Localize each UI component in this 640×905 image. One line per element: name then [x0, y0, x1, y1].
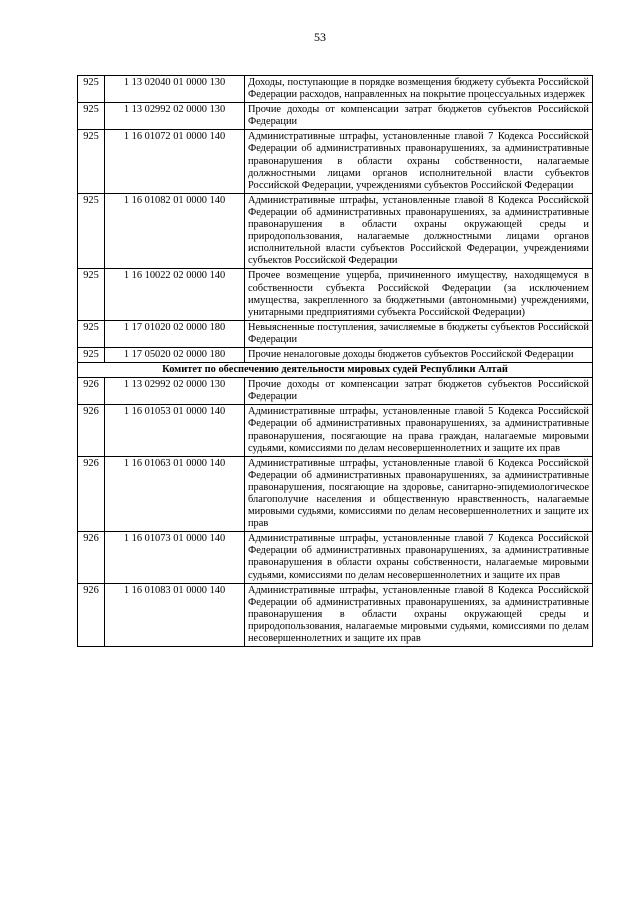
admin-code-cell: 925 — [78, 269, 105, 320]
admin-code-cell: 926 — [78, 583, 105, 646]
admin-code-cell: 925 — [78, 76, 105, 103]
table-row — [78, 269, 593, 320]
table-row — [78, 532, 593, 583]
description-cell: Невыясненные поступления, зачисляемые в бюджеты субъектов Российской Федерации — [245, 320, 593, 347]
description-cell: Административные штрафы, установленные главой 7 Кодекса Российской Федерации об административных правонарушениях, за административные правонарушения в области охраны собственности, налагаемые мировыми судьями, комиссиями по делам несовершеннолетних и защите их прав — [245, 532, 593, 583]
table-row — [78, 405, 593, 456]
revenue-code-cell: 1 16 01053 01 0000 140 — [105, 405, 245, 456]
revenue-code-cell: 1 16 01082 01 0000 140 — [105, 193, 245, 269]
page-number: 53 — [314, 30, 326, 44]
revenue-code-cell: 1 13 02992 02 0000 130 — [105, 103, 245, 130]
description-cell: Административные штрафы, установленные главой 7 Кодекса Российской Федерации об административных правонарушениях, за административные правонарушения в области охраны собственности, налагаемые должностными лицами органов исполнительной власти субъектов Российской Федерации, учреждениями субъектов Российской Федерации — [245, 130, 593, 193]
description-cell: Административные штрафы, установленные главой 6 Кодекса Российской Федерации об административных правонарушениях, за административные правонарушения, посягающие на здоровье, санитарно-эпидемиологическое благополучие населения и общественную нравственность, налагаемые мировыми судьями, комиссиями по делам несовершеннолетних и защите их прав — [245, 456, 593, 532]
section-heading: Комитет по обеспечению деятельности мировых судей Республики Алтай — [78, 363, 593, 378]
description-cell: Прочие неналоговые доходы бюджетов субъектов Российской Федерации — [245, 347, 593, 362]
table-row — [78, 378, 593, 405]
description-cell: Доходы, поступающие в порядке возмещения бюджету субъекта Российской Федерации расходов, направленных на покрытие процессуальных издержек — [245, 76, 593, 103]
admin-code-cell: 925 — [78, 103, 105, 130]
admin-code-cell: 925 — [78, 193, 105, 269]
table-row — [78, 130, 593, 193]
table-row — [78, 76, 593, 103]
admin-code-cell: 925 — [78, 130, 105, 193]
admin-code-cell: 926 — [78, 456, 105, 532]
description-cell: Прочие доходы от компенсации затрат бюджетов субъектов Российской Федерации — [245, 103, 593, 130]
revenue-classification-table — [77, 75, 593, 647]
table-row — [78, 583, 593, 646]
revenue-code-cell: 1 16 01073 01 0000 140 — [105, 532, 245, 583]
table-row — [78, 347, 593, 362]
table-row — [78, 103, 593, 130]
admin-code-cell: 926 — [78, 405, 105, 456]
table-row — [78, 456, 593, 532]
description-cell: Прочее возмещение ущерба, причиненного имуществу, находящемуся в собственности субъекта Российской Федерации (за исключением имущества, закрепленного за бюджетными (автономными) учреждениями, унитарными предприятиями субъекта Российской Федерации) — [245, 269, 593, 320]
description-cell: Административные штрафы, установленные главой 5 Кодекса Российской Федерации об административных правонарушениях, за административные правонарушения, посягающие на права граждан, налагаемые мировыми судьями, комиссиями по делам несовершеннолетних и защите их прав — [245, 405, 593, 456]
table-row — [78, 193, 593, 269]
description-cell: Прочие доходы от компенсации затрат бюджетов субъектов Российской Федерации — [245, 378, 593, 405]
revenue-code-cell: 1 16 01083 01 0000 140 — [105, 583, 245, 646]
revenue-code-cell: 1 16 01063 01 0000 140 — [105, 456, 245, 532]
admin-code-cell: 926 — [78, 532, 105, 583]
table-row — [78, 320, 593, 347]
revenue-code-cell: 1 13 02040 01 0000 130 — [105, 76, 245, 103]
revenue-code-cell: 1 13 02992 02 0000 130 — [105, 378, 245, 405]
description-cell: Административные штрафы, установленные главой 8 Кодекса Российской Федерации об административных правонарушениях, за административные правонарушения в области охраны окружающей среды и природопользования, налагаемые должностными лицами органов исполнительной власти субъектов Российской Федерации, учреждениями субъектов Российской Федерации — [245, 193, 593, 269]
admin-code-cell: 925 — [78, 320, 105, 347]
admin-code-cell: 926 — [78, 378, 105, 405]
revenue-code-cell: 1 17 01020 02 0000 180 — [105, 320, 245, 347]
revenue-code-cell: 1 16 01072 01 0000 140 — [105, 130, 245, 193]
admin-code-cell: 925 — [78, 347, 105, 362]
revenue-code-cell: 1 16 10022 02 0000 140 — [105, 269, 245, 320]
revenue-code-cell: 1 17 05020 02 0000 180 — [105, 347, 245, 362]
section-heading-row — [78, 363, 593, 378]
description-cell: Административные штрафы, установленные главой 8 Кодекса Российской Федерации об административных правонарушениях, за административные правонарушения в области охраны окружающей среды и природопользования, налагаемые мировыми судьями, комиссиями по делам несовершеннолетних и защите их прав — [245, 583, 593, 646]
